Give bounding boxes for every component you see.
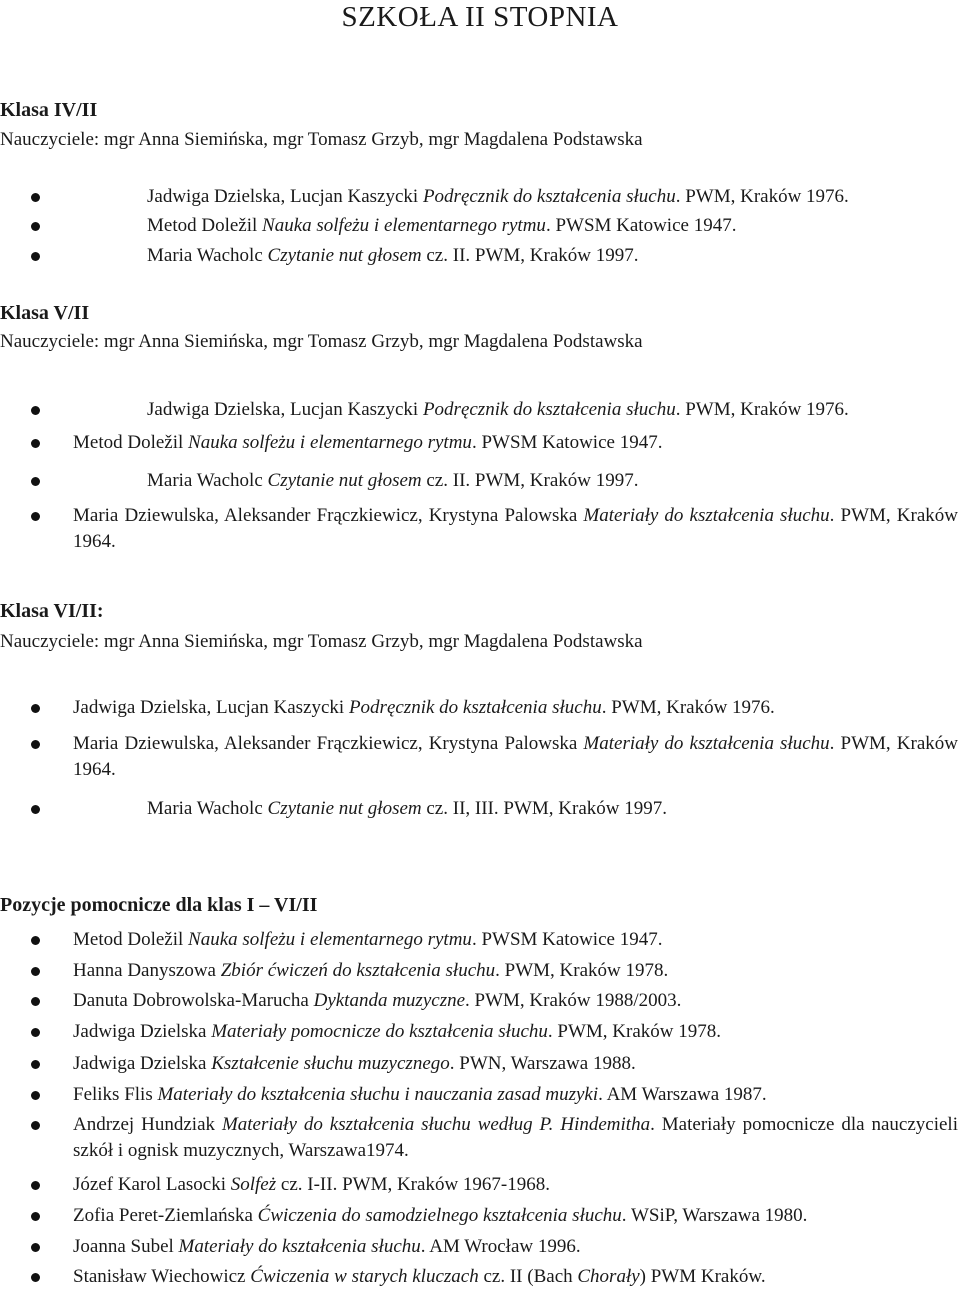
item-details: . AM Warszawa 1987. (598, 1084, 767, 1105)
section-heading: Klasa VI/II: (0, 600, 104, 622)
item-title: Materiały do kształcenia słuchu (178, 1236, 421, 1257)
item-details: . PWM, Kraków 1978. (495, 960, 669, 981)
bullet-icon (31, 1091, 40, 1100)
item-author: Jadwiga Dzielska, Lucjan Kaszycki (147, 399, 423, 420)
item-author: Hanna Danyszowa (73, 960, 221, 981)
item-title: Materiały do kształcenia słuchu (583, 733, 830, 754)
item-author: Metod Doležil (73, 432, 189, 453)
bullet-icon (31, 193, 40, 202)
section-teachers: Nauczyciele: mgr Anna Siemińska, mgr Tomasz Grzyb, mgr Magdalena Podstawska (0, 631, 643, 652)
item-title: Ćwiczenia do samodzielnego kształcenia słuchu (257, 1205, 622, 1226)
item-details: cz. I-II. PWM, Kraków 1967-1968. (276, 1174, 550, 1195)
item-author: Feliks Flis (73, 1084, 158, 1105)
item-details-end: ) PWM Kraków. (639, 1266, 766, 1287)
bullet-icon (31, 967, 40, 976)
item-author: Maria Dziewulska, Aleksander Frączkiewicz, Krystyna Palowska (73, 733, 584, 754)
bullet-icon (31, 997, 40, 1006)
item-author: Stanisław Wiechowicz (73, 1266, 251, 1287)
item-author: Jadwiga Dzielska (73, 1021, 212, 1042)
item-details: . PWSM Katowice 1947. (545, 215, 737, 236)
item-title-secondary: Chorały (577, 1266, 640, 1287)
page-title: SZKOŁA II STOPNIA (341, 1, 619, 33)
item-details: cz. II. PWM, Kraków 1997. (421, 470, 639, 491)
section-heading: Klasa IV/II (0, 99, 98, 121)
bullet-icon (31, 805, 40, 814)
item-title: Materiały pomocnicze do kształcenia słuchu (211, 1021, 548, 1042)
item-title: Ćwiczenia w starych kluczach (250, 1266, 479, 1287)
section-heading: Pozycje pomocnicze dla klas I – VI/II (0, 894, 318, 916)
item-details: . PWN, Warszawa 1988. (449, 1053, 636, 1074)
item-title: Materiały do kształcenia słuchu (583, 505, 830, 526)
section-teachers: Nauczyciele: mgr Anna Siemińska, mgr Tomasz Grzyb, mgr Magdalena Podstawska (0, 129, 643, 150)
item-details: cz. II, III. PWM, Kraków 1997. (421, 798, 667, 819)
item-title: Czytanie nut głosem (267, 245, 422, 266)
item-title: Kształcenie słuchu muzycznego (211, 1053, 450, 1074)
section-heading: Klasa V/II (0, 302, 90, 324)
item-author: Andrzej Hundziak (73, 1114, 222, 1135)
item-author: Maria Wacholc (147, 245, 268, 266)
section-teachers: Nauczyciele: mgr Anna Siemińska, mgr Tomasz Grzyb, mgr Magdalena Podstawska (0, 331, 643, 352)
item-title: Materiały do kształcenia słuchu według P. Hindemitha (221, 1114, 651, 1135)
item-title: Podręcznik do kształcenia słuchu (422, 186, 676, 207)
bullet-icon (31, 1181, 40, 1190)
item-details: cz. II. PWM, Kraków 1997. (421, 245, 639, 266)
item-author: Jadwiga Dzielska, Lucjan Kaszycki (147, 186, 423, 207)
item-title: Podręcznik do kształcenia słuchu (348, 697, 602, 718)
item-author: Jadwiga Dzielska (73, 1053, 212, 1074)
bullet-icon (31, 740, 40, 749)
item-title: Czytanie nut głosem (267, 798, 422, 819)
item-details: . PWSM Katowice 1947. (471, 432, 663, 453)
item-details: . AM Wrocław 1996. (420, 1236, 581, 1257)
item-author: Joanna Subel (73, 1236, 179, 1257)
item-details: . PWM, Kraków 1964. (73, 733, 958, 780)
item-details: . PWSM Katowice 1947. (471, 929, 663, 950)
item-title: Podręcznik do kształcenia słuchu (422, 399, 676, 420)
bullet-icon (31, 1060, 40, 1069)
bullet-icon (31, 252, 40, 261)
item-details: . WSiP, Warszawa 1980. (621, 1205, 808, 1226)
bullet-icon (31, 406, 40, 415)
item-title: Materiały do kształcenia słuchu i nauczania zasad muzyki (157, 1084, 599, 1105)
item-details: . Materiały pomocnicze dla nauczycieli szkół i ognisk muzycznych, Warszawa1974. (73, 1114, 958, 1161)
bullet-icon (31, 1028, 40, 1037)
item-title: Zbiór ćwiczeń do kształcenia słuchu (220, 960, 496, 981)
item-details: . PWM, Kraków 1988/2003. (465, 990, 682, 1011)
item-author: Maria Dziewulska, Aleksander Frączkiewicz, Krystyna Palowska (73, 505, 584, 526)
item-title: Nauka solfeżu i elementarnego rytmu (262, 215, 546, 236)
bullet-icon (31, 439, 40, 448)
item-author: Metod Doležil (147, 215, 263, 236)
item-details: . PWM, Kraków 1976. (675, 186, 849, 207)
bullet-icon (31, 1273, 40, 1282)
item-title: Nauka solfeżu i elementarnego rytmu (188, 929, 472, 950)
bullet-icon (31, 1121, 40, 1130)
item-title: Czytanie nut głosem (267, 470, 422, 491)
bullet-icon (31, 1212, 40, 1221)
item-author: Metod Doležil (73, 929, 189, 950)
item-details: . PWM, Kraków 1978. (547, 1021, 721, 1042)
item-author: Danuta Dobrowolska-Marucha (73, 990, 314, 1011)
item-title: Dyktanda muzyczne (313, 990, 466, 1011)
bullet-icon (31, 477, 40, 486)
item-author: Jadwiga Dzielska, Lucjan Kaszycki (73, 697, 349, 718)
item-details: . PWM, Kraków 1964. (73, 505, 958, 552)
item-details: cz. II (Bach (478, 1266, 578, 1287)
bullet-icon (31, 704, 40, 713)
item-details: . PWM, Kraków 1976. (675, 399, 849, 420)
item-author: Józef Karol Lasocki (73, 1174, 231, 1195)
bullet-icon (31, 222, 40, 231)
bullet-icon (31, 512, 40, 521)
item-title: Nauka solfeżu i elementarnego rytmu (188, 432, 472, 453)
bullet-icon (31, 1243, 40, 1252)
bullet-icon (31, 936, 40, 945)
item-author: Zofia Peret-Ziemlańska (73, 1205, 258, 1226)
item-author: Maria Wacholc (147, 798, 268, 819)
item-author: Maria Wacholc (147, 470, 268, 491)
item-title: Solfeż (230, 1174, 277, 1195)
item-details: . PWM, Kraków 1976. (601, 697, 775, 718)
